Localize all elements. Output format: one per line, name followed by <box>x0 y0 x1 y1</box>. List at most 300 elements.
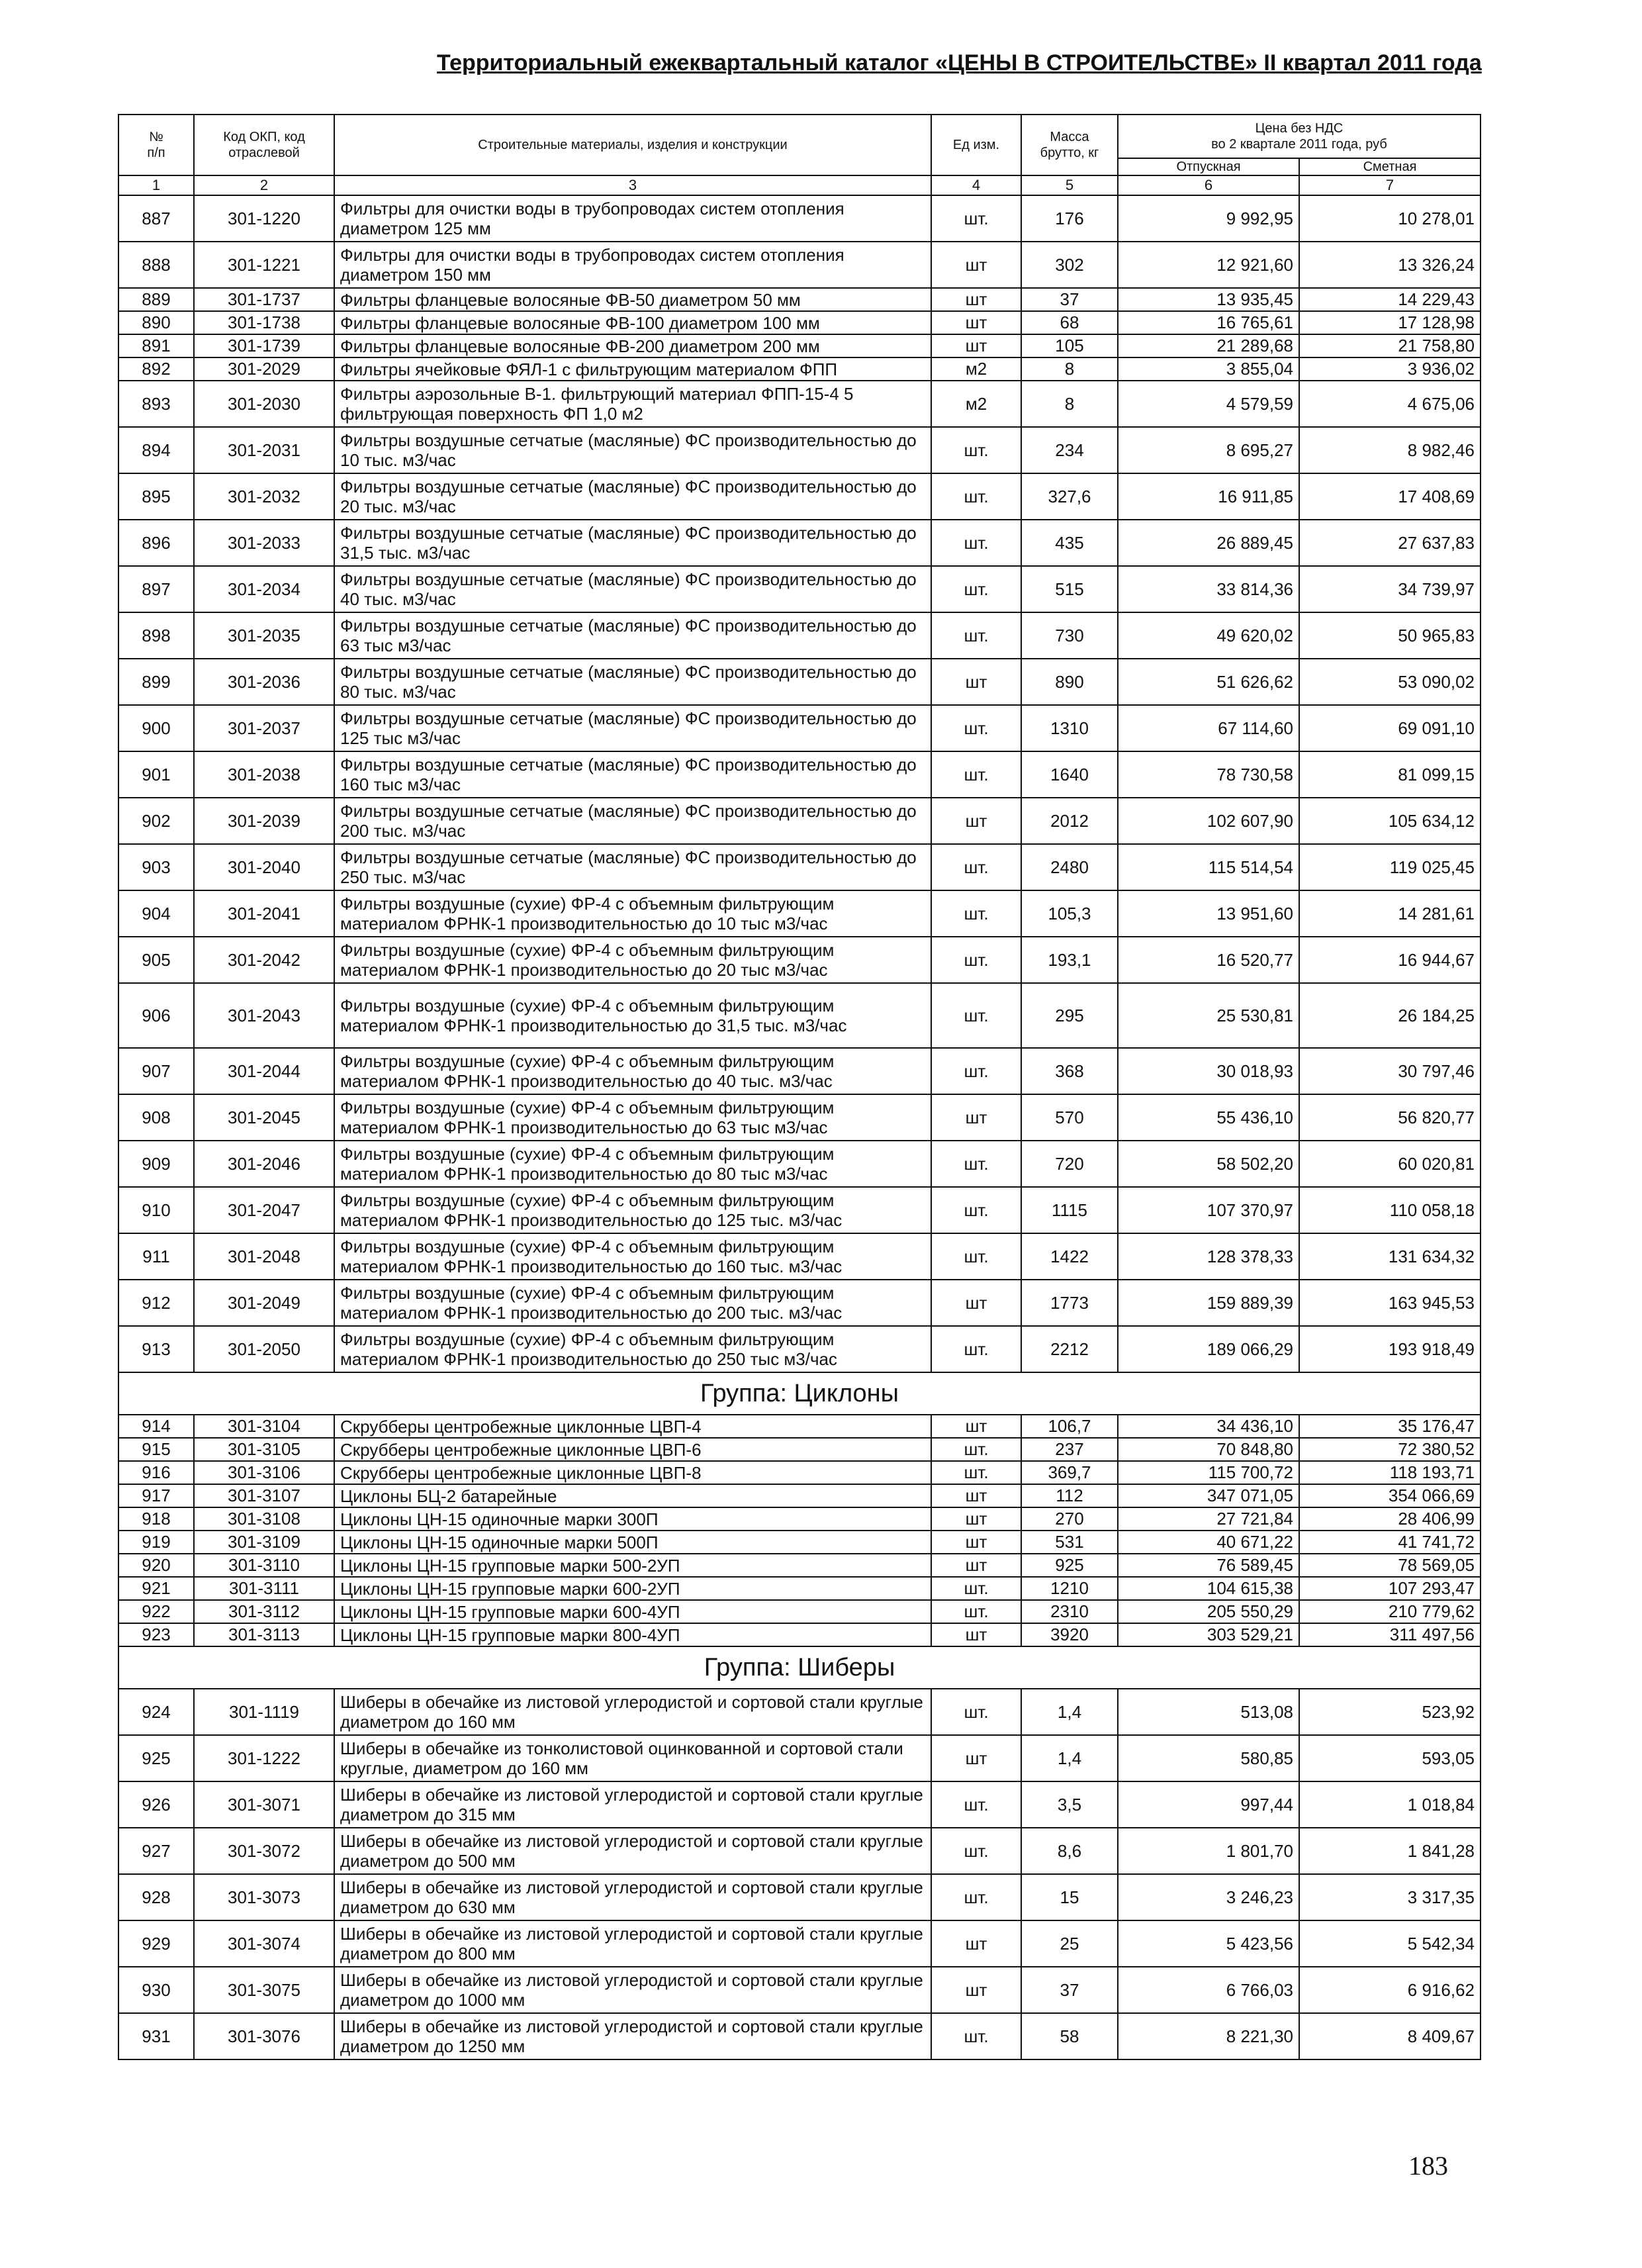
price-sale: 128 378,33 <box>1118 1233 1299 1280</box>
okp-code: 301-2049 <box>194 1280 334 1326</box>
price-estimate: 26 184,25 <box>1299 983 1481 1048</box>
item-description: Фильтры воздушные сетчатые (масляные) ФС производительностью до 63 тыс м3/час <box>334 612 931 659</box>
row-number: 924 <box>118 1689 194 1735</box>
okp-code: 301-3113 <box>194 1623 334 1646</box>
mass-gross: 1422 <box>1021 1233 1118 1280</box>
row-number: 890 <box>118 311 194 334</box>
table-row <box>118 1623 1481 1646</box>
mass-gross: 730 <box>1021 612 1118 659</box>
price-sale: 67 114,60 <box>1118 705 1299 751</box>
item-description: Циклоны ЦН-15 групповые марки 500-2УП <box>334 1554 931 1577</box>
price-sale: 6 766,03 <box>1118 1967 1299 2013</box>
table-row <box>118 1326 1481 1372</box>
mass-gross: 237 <box>1021 1438 1118 1461</box>
okp-code: 301-2046 <box>194 1141 334 1187</box>
row-number: 907 <box>118 1048 194 1094</box>
mass-gross: 58 <box>1021 2013 1118 2059</box>
price-sale: 5 423,56 <box>1118 1920 1299 1967</box>
price-estimate: 110 058,18 <box>1299 1187 1481 1233</box>
price-sale: 51 626,62 <box>1118 659 1299 705</box>
okp-code: 301-1119 <box>194 1689 334 1735</box>
okp-code: 301-3075 <box>194 1967 334 2013</box>
row-number: 888 <box>118 242 194 288</box>
row-number: 918 <box>118 1507 194 1531</box>
okp-code: 301-3108 <box>194 1507 334 1531</box>
okp-code: 301-2037 <box>194 705 334 751</box>
row-number: 931 <box>118 2013 194 2059</box>
header-price-estimate: Сметная <box>1299 158 1481 175</box>
row-number: 923 <box>118 1623 194 1646</box>
price-estimate: 78 569,05 <box>1299 1554 1481 1577</box>
row-number: 922 <box>118 1600 194 1623</box>
table-row <box>118 983 1481 1048</box>
header-code: Код ОКП, код отраслевой <box>194 115 334 175</box>
item-description: Фильтры фланцевые волосяные ФВ-200 диаметром 200 мм <box>334 334 931 357</box>
price-estimate: 105 634,12 <box>1299 798 1481 844</box>
price-sale: 104 615,38 <box>1118 1577 1299 1600</box>
unit: м2 <box>931 357 1021 381</box>
mass-gross: 1310 <box>1021 705 1118 751</box>
table-header-row <box>118 115 1481 158</box>
price-sale: 102 607,90 <box>1118 798 1299 844</box>
page-number: 183 <box>1408 2151 1448 2181</box>
price-sale: 8 221,30 <box>1118 2013 1299 2059</box>
okp-code: 301-3105 <box>194 1438 334 1461</box>
mass-gross: 2310 <box>1021 1600 1118 1623</box>
price-sale: 115 514,54 <box>1118 844 1299 890</box>
price-estimate: 193 918,49 <box>1299 1326 1481 1372</box>
group-heading: Группа: Циклоны <box>118 1372 1481 1415</box>
unit: шт. <box>931 844 1021 890</box>
price-estimate: 30 797,46 <box>1299 1048 1481 1094</box>
price-estimate: 210 779,62 <box>1299 1600 1481 1623</box>
price-estimate: 354 066,69 <box>1299 1484 1481 1507</box>
unit: шт. <box>931 1781 1021 1828</box>
price-estimate: 523,92 <box>1299 1689 1481 1735</box>
okp-code: 301-2047 <box>194 1187 334 1233</box>
unit: шт. <box>931 890 1021 937</box>
mass-gross: 2012 <box>1021 798 1118 844</box>
unit: шт <box>931 1484 1021 1507</box>
column-number: 3 <box>334 175 931 195</box>
okp-code: 301-3107 <box>194 1484 334 1507</box>
unit: шт <box>931 1094 1021 1141</box>
mass-gross: 570 <box>1021 1094 1118 1141</box>
price-sale: 513,08 <box>1118 1689 1299 1735</box>
okp-code: 301-2033 <box>194 520 334 566</box>
unit: шт. <box>931 1577 1021 1600</box>
table-row <box>118 1554 1481 1577</box>
price-estimate: 50 965,83 <box>1299 612 1481 659</box>
item-description: Фильтры ячейковые ФЯЛ-1 с фильтрующим материалом ФПП <box>334 357 931 381</box>
okp-code: 301-3106 <box>194 1461 334 1484</box>
table-row <box>118 1689 1481 1735</box>
header-price-sale: Отпускная <box>1118 158 1299 175</box>
item-description: Фильтры воздушные сетчатые (масляные) ФС производительностью до 160 тыс м3/час <box>334 751 931 798</box>
mass-gross: 3,5 <box>1021 1781 1118 1828</box>
item-description: Фильтры воздушные сетчатые (масляные) ФС производительностью до 80 тыс. м3/час <box>334 659 931 705</box>
unit: шт <box>931 1623 1021 1646</box>
price-sale: 9 992,95 <box>1118 195 1299 242</box>
okp-code: 301-1221 <box>194 242 334 288</box>
price-sale: 3 855,04 <box>1118 357 1299 381</box>
item-description: Шиберы в обечайке из листовой углеродистой и сортовой стали круглые диаметром до 1250 мм <box>334 2013 931 2059</box>
unit: шт <box>931 1280 1021 1326</box>
unit: шт. <box>931 1461 1021 1484</box>
row-number: 912 <box>118 1280 194 1326</box>
item-description: Скрубберы центробежные циклонные ЦВП-6 <box>334 1438 931 1461</box>
item-description: Циклоны ЦН-15 одиночные марки 500П <box>334 1531 931 1554</box>
mass-gross: 37 <box>1021 1967 1118 2013</box>
column-number: 4 <box>931 175 1021 195</box>
item-description: Шиберы в обечайке из листовой углеродистой и сортовой стали круглые диаметром до 1000 мм <box>334 1967 931 2013</box>
unit: шт. <box>931 473 1021 520</box>
row-number: 891 <box>118 334 194 357</box>
header-description: Строительные материалы, изделия и конструкции <box>334 115 931 175</box>
price-sale: 55 436,10 <box>1118 1094 1299 1141</box>
table-row <box>118 1735 1481 1781</box>
row-number: 894 <box>118 427 194 473</box>
row-number: 926 <box>118 1781 194 1828</box>
okp-code: 301-3076 <box>194 2013 334 2059</box>
table-row <box>118 659 1481 705</box>
column-numbers-row <box>118 175 1481 195</box>
unit: шт. <box>931 937 1021 983</box>
price-estimate: 60 020,81 <box>1299 1141 1481 1187</box>
row-number: 925 <box>118 1735 194 1781</box>
unit: шт <box>931 1554 1021 1577</box>
mass-gross: 8 <box>1021 381 1118 427</box>
unit: шт <box>931 242 1021 288</box>
price-sale: 13 951,60 <box>1118 890 1299 937</box>
okp-code: 301-2040 <box>194 844 334 890</box>
table-row <box>118 311 1481 334</box>
row-number: 913 <box>118 1326 194 1372</box>
price-sale: 580,85 <box>1118 1735 1299 1781</box>
mass-gross: 15 <box>1021 1874 1118 1920</box>
mass-gross: 295 <box>1021 983 1118 1048</box>
table-row <box>118 751 1481 798</box>
item-description: Фильтры воздушные (сухие) ФР-4 с объемным фильтрующим материалом ФРНК-1 производительностью до 160 тыс. м3/час <box>334 1233 931 1280</box>
unit: шт. <box>931 983 1021 1048</box>
row-number: 908 <box>118 1094 194 1141</box>
row-number: 896 <box>118 520 194 566</box>
okp-code: 301-2041 <box>194 890 334 937</box>
price-sale: 13 935,45 <box>1118 288 1299 311</box>
okp-code: 301-2030 <box>194 381 334 427</box>
table-row <box>118 1233 1481 1280</box>
mass-gross: 25 <box>1021 1920 1118 1967</box>
price-sale: 34 436,10 <box>1118 1415 1299 1438</box>
mass-gross: 234 <box>1021 427 1118 473</box>
unit: шт. <box>931 427 1021 473</box>
group-heading: Группа: Шиберы <box>118 1646 1481 1689</box>
price-estimate: 3 317,35 <box>1299 1874 1481 1920</box>
item-description: Фильтры воздушные сетчатые (масляные) ФС производительностью до 40 тыс. м3/час <box>334 566 931 612</box>
table-row <box>118 566 1481 612</box>
price-estimate: 118 193,71 <box>1299 1461 1481 1484</box>
item-description: Циклоны БЦ-2 батарейные <box>334 1484 931 1507</box>
mass-gross: 8,6 <box>1021 1828 1118 1874</box>
table-row <box>118 1531 1481 1554</box>
price-sale: 26 889,45 <box>1118 520 1299 566</box>
item-description: Шиберы в обечайке из листовой углеродистой и сортовой стали круглые диаметром до 800 мм <box>334 1920 931 1967</box>
table-row <box>118 1874 1481 1920</box>
item-description: Фильтры воздушные (сухие) ФР-4 с объемным фильтрующим материалом ФРНК-1 производительностью до 200 тыс. м3/час <box>334 1280 931 1326</box>
price-estimate: 17 408,69 <box>1299 473 1481 520</box>
table-row <box>118 1507 1481 1531</box>
mass-gross: 890 <box>1021 659 1118 705</box>
row-number: 928 <box>118 1874 194 1920</box>
price-sale: 27 721,84 <box>1118 1507 1299 1531</box>
price-estimate: 8 982,46 <box>1299 427 1481 473</box>
price-estimate: 81 099,15 <box>1299 751 1481 798</box>
mass-gross: 1,4 <box>1021 1689 1118 1735</box>
okp-code: 301-3072 <box>194 1828 334 1874</box>
item-description: Фильтры воздушные (сухие) ФР-4 с объемным фильтрующим материалом ФРНК-1 производительностью до 10 тыс м3/час <box>334 890 931 937</box>
mass-gross: 112 <box>1021 1484 1118 1507</box>
mass-gross: 925 <box>1021 1554 1118 1577</box>
mass-gross: 2480 <box>1021 844 1118 890</box>
unit: шт. <box>931 1828 1021 1874</box>
price-sale: 21 289,68 <box>1118 334 1299 357</box>
item-description: Фильтры воздушные сетчатые (масляные) ФС производительностью до 200 тыс. м3/час <box>334 798 931 844</box>
table-row <box>118 1828 1481 1874</box>
price-sale: 33 814,36 <box>1118 566 1299 612</box>
mass-gross: 2212 <box>1021 1326 1118 1372</box>
header-price-group: Цена без НДС во 2 квартале 2011 года, руб <box>1118 115 1481 158</box>
row-number: 893 <box>118 381 194 427</box>
unit: шт <box>931 1415 1021 1438</box>
unit: шт. <box>931 1600 1021 1623</box>
unit: шт <box>931 798 1021 844</box>
mass-gross: 3920 <box>1021 1623 1118 1646</box>
mass-gross: 327,6 <box>1021 473 1118 520</box>
table-row <box>118 242 1481 288</box>
mass-gross: 1773 <box>1021 1280 1118 1326</box>
column-number: 2 <box>194 175 334 195</box>
mass-gross: 105,3 <box>1021 890 1118 937</box>
unit: шт <box>931 288 1021 311</box>
price-estimate: 16 944,67 <box>1299 937 1481 983</box>
okp-code: 301-2034 <box>194 566 334 612</box>
okp-code: 301-2044 <box>194 1048 334 1094</box>
okp-code: 301-2048 <box>194 1233 334 1280</box>
table-row <box>118 1187 1481 1233</box>
price-sale: 16 911,85 <box>1118 473 1299 520</box>
unit: шт <box>931 311 1021 334</box>
header-unit: Ед изм. <box>931 115 1021 175</box>
table-row <box>118 195 1481 242</box>
table-row <box>118 520 1481 566</box>
okp-code: 301-3112 <box>194 1600 334 1623</box>
price-estimate: 593,05 <box>1299 1735 1481 1781</box>
okp-code: 301-3074 <box>194 1920 334 1967</box>
row-number: 901 <box>118 751 194 798</box>
row-number: 898 <box>118 612 194 659</box>
price-estimate: 163 945,53 <box>1299 1280 1481 1326</box>
mass-gross: 1115 <box>1021 1187 1118 1233</box>
price-sale: 347 071,05 <box>1118 1484 1299 1507</box>
okp-code: 301-1738 <box>194 311 334 334</box>
table-row <box>118 937 1481 983</box>
row-number: 929 <box>118 1920 194 1967</box>
mass-gross: 193,1 <box>1021 937 1118 983</box>
unit: шт. <box>931 1233 1021 1280</box>
okp-code: 301-3073 <box>194 1874 334 1920</box>
item-description: Шиберы в обечайке из листовой углеродистой и сортовой стали круглые диаметром до 315 мм <box>334 1781 931 1828</box>
unit: шт. <box>931 705 1021 751</box>
row-number: 889 <box>118 288 194 311</box>
row-number: 919 <box>118 1531 194 1554</box>
price-estimate: 13 326,24 <box>1299 242 1481 288</box>
price-sale: 1 801,70 <box>1118 1828 1299 1874</box>
price-sale: 70 848,80 <box>1118 1438 1299 1461</box>
price-estimate: 34 739,97 <box>1299 566 1481 612</box>
okp-code: 301-2042 <box>194 937 334 983</box>
unit: шт. <box>931 520 1021 566</box>
table-row <box>118 473 1481 520</box>
okp-code: 301-2031 <box>194 427 334 473</box>
table-row <box>118 798 1481 844</box>
mass-gross: 37 <box>1021 288 1118 311</box>
price-estimate: 53 090,02 <box>1299 659 1481 705</box>
okp-code: 301-3071 <box>194 1781 334 1828</box>
price-sale: 159 889,39 <box>1118 1280 1299 1326</box>
price-estimate: 41 741,72 <box>1299 1531 1481 1554</box>
row-number: 917 <box>118 1484 194 1507</box>
row-number: 911 <box>118 1233 194 1280</box>
item-description: Шиберы в обечайке из листовой углеродистой и сортовой стали круглые диаметром до 500 мм <box>334 1828 931 1874</box>
item-description: Циклоны ЦН-15 групповые марки 600-2УП <box>334 1577 931 1600</box>
header-no: № п/п <box>118 115 194 175</box>
item-description: Фильтры фланцевые волосяные ФВ-50 диаметром 50 мм <box>334 288 931 311</box>
row-number: 904 <box>118 890 194 937</box>
okp-code: 301-2029 <box>194 357 334 381</box>
mass-gross: 302 <box>1021 242 1118 288</box>
price-sale: 3 246,23 <box>1118 1874 1299 1920</box>
price-estimate: 5 542,34 <box>1299 1920 1481 1967</box>
item-description: Фильтры воздушные (сухие) ФР-4 с объемным фильтрующим материалом ФРНК-1 производительностью до 80 тыс м3/час <box>334 1141 931 1187</box>
table-row <box>118 357 1481 381</box>
item-description: Фильтры воздушные (сухие) ФР-4 с объемным фильтрующим материалом ФРНК-1 производительностью до 63 тыс м3/час <box>334 1094 931 1141</box>
price-sale: 78 730,58 <box>1118 751 1299 798</box>
mass-gross: 1,4 <box>1021 1735 1118 1781</box>
item-description: Циклоны ЦН-15 групповые марки 800-4УП <box>334 1623 931 1646</box>
price-estimate: 69 091,10 <box>1299 705 1481 751</box>
table-row <box>118 2013 1481 2059</box>
price-estimate: 131 634,32 <box>1299 1233 1481 1280</box>
price-estimate: 10 278,01 <box>1299 195 1481 242</box>
row-number: 921 <box>118 1577 194 1600</box>
unit: шт. <box>931 1326 1021 1372</box>
okp-code: 301-1220 <box>194 195 334 242</box>
row-number: 914 <box>118 1415 194 1438</box>
price-estimate: 17 128,98 <box>1299 311 1481 334</box>
table-row <box>118 1141 1481 1187</box>
mass-gross: 515 <box>1021 566 1118 612</box>
okp-code: 301-3109 <box>194 1531 334 1554</box>
price-estimate: 21 758,80 <box>1299 334 1481 357</box>
okp-code: 301-2045 <box>194 1094 334 1141</box>
price-sale: 997,44 <box>1118 1781 1299 1828</box>
item-description: Фильтры воздушные (сухие) ФР-4 с объемным фильтрующим материалом ФРНК-1 производительностью до 31,5 тыс. м3/час <box>334 983 931 1048</box>
row-number: 920 <box>118 1554 194 1577</box>
mass-gross: 68 <box>1021 311 1118 334</box>
okp-code: 301-2036 <box>194 659 334 705</box>
mass-gross: 531 <box>1021 1531 1118 1554</box>
okp-code: 301-2038 <box>194 751 334 798</box>
unit: шт <box>931 659 1021 705</box>
unit: шт. <box>931 612 1021 659</box>
price-estimate: 1 841,28 <box>1299 1828 1481 1874</box>
item-description: Фильтры воздушные сетчатые (масляные) ФС производительностью до 125 тыс м3/час <box>334 705 931 751</box>
unit: шт. <box>931 1438 1021 1461</box>
column-number: 6 <box>1118 175 1299 195</box>
unit: шт. <box>931 2013 1021 2059</box>
item-description: Фильтры воздушные сетчатые (масляные) ФС производительностью до 31,5 тыс. м3/час <box>334 520 931 566</box>
row-number: 892 <box>118 357 194 381</box>
item-description: Фильтры аэрозольные В-1. фильтрующий материал ФПП-15-4 5 фильтрующая поверхность ФП 1,0 м2 <box>334 381 931 427</box>
okp-code: 301-3104 <box>194 1415 334 1438</box>
item-description: Шиберы в обечайке из листовой углеродистой и сортовой стали круглые диаметром до 160 мм <box>334 1689 931 1735</box>
price-estimate: 72 380,52 <box>1299 1438 1481 1461</box>
mass-gross: 369,7 <box>1021 1461 1118 1484</box>
mass-gross: 176 <box>1021 195 1118 242</box>
table-row <box>118 1484 1481 1507</box>
item-description: Циклоны ЦН-15 одиночные марки 300П <box>334 1507 931 1531</box>
mass-gross: 1210 <box>1021 1577 1118 1600</box>
row-number: 909 <box>118 1141 194 1187</box>
price-sale: 16 765,61 <box>1118 311 1299 334</box>
column-number: 1 <box>118 175 194 195</box>
mass-gross: 270 <box>1021 1507 1118 1531</box>
price-estimate: 8 409,67 <box>1299 2013 1481 2059</box>
item-description: Фильтры для очистки воды в трубопроводах систем отопления диаметром 150 мм <box>334 242 931 288</box>
table-row <box>118 1781 1481 1828</box>
okp-code: 301-2043 <box>194 983 334 1048</box>
mass-gross: 368 <box>1021 1048 1118 1094</box>
row-number: 916 <box>118 1461 194 1484</box>
unit: шт. <box>931 1874 1021 1920</box>
table-row <box>118 890 1481 937</box>
unit: шт. <box>931 1689 1021 1735</box>
price-sale: 4 579,59 <box>1118 381 1299 427</box>
item-description: Фильтры воздушные сетчатые (масляные) ФС производительностью до 20 тыс. м3/час <box>334 473 931 520</box>
price-estimate: 3 936,02 <box>1299 357 1481 381</box>
okp-code: 301-1737 <box>194 288 334 311</box>
table-row <box>118 427 1481 473</box>
row-number: 895 <box>118 473 194 520</box>
price-estimate: 119 025,45 <box>1299 844 1481 890</box>
row-number: 906 <box>118 983 194 1048</box>
row-number: 902 <box>118 798 194 844</box>
unit: шт. <box>931 751 1021 798</box>
mass-gross: 105 <box>1021 334 1118 357</box>
item-description: Скрубберы центробежные циклонные ЦВП-8 <box>334 1461 931 1484</box>
price-estimate: 4 675,06 <box>1299 381 1481 427</box>
price-sale: 8 695,27 <box>1118 427 1299 473</box>
okp-code: 301-1739 <box>194 334 334 357</box>
table-row <box>118 1048 1481 1094</box>
table-row <box>118 705 1481 751</box>
table-row <box>118 612 1481 659</box>
column-number: 5 <box>1021 175 1118 195</box>
price-estimate: 6 916,62 <box>1299 1967 1481 2013</box>
table-row <box>118 1461 1481 1484</box>
item-description: Фильтры воздушные (сухие) ФР-4 с объемным фильтрующим материалом ФРНК-1 производительностью до 40 тыс. м3/час <box>334 1048 931 1094</box>
row-number: 899 <box>118 659 194 705</box>
